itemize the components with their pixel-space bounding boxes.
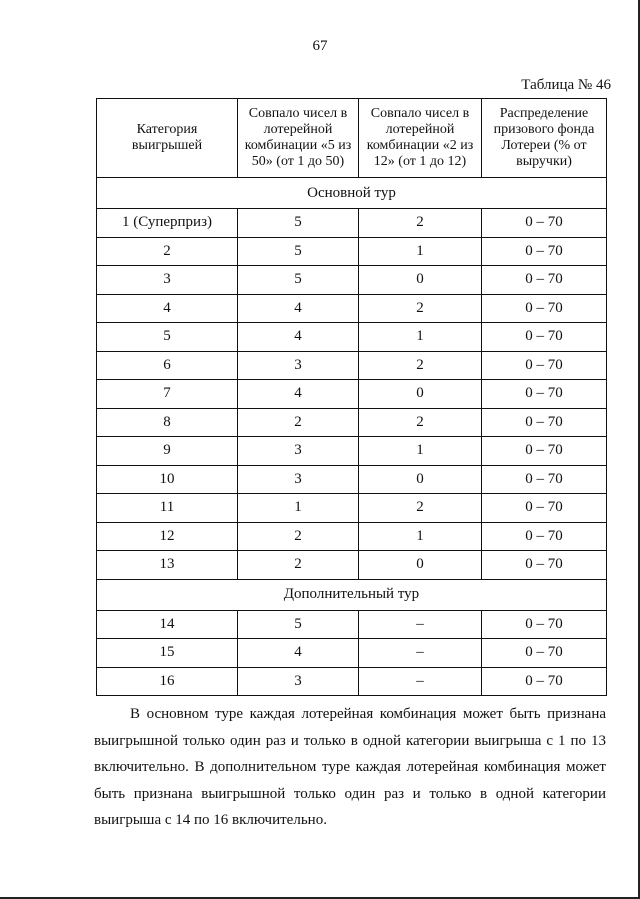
header-row [97,99,607,178]
cell-match-5of50: 1 [238,494,359,523]
cell-match-2of12: 2 [359,209,482,238]
table-row [97,380,607,409]
page-number: 67 [312,38,328,54]
cell-match-5of50: 4 [238,323,359,352]
cell-match-2of12: 2 [359,294,482,323]
cell-prize-percent: 0 – 70 [482,380,607,409]
cell-prize-percent: 0 – 70 [482,351,607,380]
cell-category: 13 [97,551,238,580]
header-prize-distribution: Распределение призового фонда Лотереи (% от выручки) [482,99,607,178]
cell-category: 3 [97,266,238,295]
cell-match-2of12: 1 [359,437,482,466]
cell-match-5of50: 3 [238,667,359,696]
cell-prize-percent: 0 – 70 [482,237,607,266]
cell-prize-percent: 0 – 70 [482,610,607,639]
cell-match-5of50: 3 [238,465,359,494]
table-row [97,494,607,523]
cell-prize-percent: 0 – 70 [482,551,607,580]
cell-match-5of50: 3 [238,351,359,380]
table-row [97,667,607,696]
table-row [97,522,607,551]
table-row [97,437,607,466]
cell-category: 2 [97,237,238,266]
cell-match-2of12: 1 [359,237,482,266]
cell-match-5of50: 2 [238,551,359,580]
cell-match-2of12: 0 [359,551,482,580]
table-row [97,323,607,352]
cell-match-2of12: 1 [359,522,482,551]
prize-table [96,98,607,696]
cell-match-2of12: 0 [359,465,482,494]
section-row [97,579,607,610]
table-row [97,639,607,668]
header-match-5of50: Совпало чисел в лотерейной комбинации «5 из 50» (от 1 до 50) [238,99,359,178]
cell-match-5of50: 2 [238,408,359,437]
cell-prize-percent: 0 – 70 [482,294,607,323]
table-row [97,237,607,266]
cell-match-2of12: 1 [359,323,482,352]
cell-match-5of50: 2 [238,522,359,551]
cell-match-2of12: – [359,667,482,696]
cell-prize-percent: 0 – 70 [482,437,607,466]
cell-prize-percent: 0 – 70 [482,522,607,551]
cell-match-2of12: – [359,639,482,668]
cell-prize-percent: 0 – 70 [482,639,607,668]
section-title: Основной тур [97,178,607,209]
cell-category: 11 [97,494,238,523]
cell-category: 8 [97,408,238,437]
cell-match-5of50: 4 [238,380,359,409]
cell-category: 1 (Суперприз) [97,209,238,238]
header-match-2of12: Совпало чисел в лотерейной комбинации «2 из 12» (от 1 до 12) [359,99,482,178]
cell-category: 6 [97,351,238,380]
cell-match-2of12: 2 [359,494,482,523]
cell-match-2of12: 2 [359,351,482,380]
table-row [97,209,607,238]
cell-category: 5 [97,323,238,352]
table-row [97,351,607,380]
table-row [97,610,607,639]
cell-prize-percent: 0 – 70 [482,209,607,238]
rules-paragraph: В основном туре каждая лотерейная комбинация может быть признана выигрышной только один раз и только в одной категории выигрыша с 1 по 13 включительно. В дополнительном туре каждая лотерейная комбинация может быть признана выигрышной только один раз и только в одной категории выигрыша с 14 по 16 включительно. [94,706,606,828]
cell-category: 4 [97,294,238,323]
cell-match-5of50: 5 [238,209,359,238]
cell-match-5of50: 5 [238,237,359,266]
table-row [97,266,607,295]
cell-prize-percent: 0 – 70 [482,465,607,494]
header-category: Категория выигрышей [97,99,238,178]
table-row [97,408,607,437]
cell-match-5of50: 5 [238,610,359,639]
cell-match-5of50: 3 [238,437,359,466]
cell-match-5of50: 5 [238,266,359,295]
section-title: Дополнительный тур [97,579,607,610]
table-row [97,465,607,494]
cell-match-2of12: 2 [359,408,482,437]
table-row [97,294,607,323]
cell-category: 16 [97,667,238,696]
cell-match-5of50: 4 [238,294,359,323]
cell-prize-percent: 0 – 70 [482,408,607,437]
cell-prize-percent: 0 – 70 [482,494,607,523]
section-row [97,178,607,209]
cell-category: 15 [97,639,238,668]
cell-prize-percent: 0 – 70 [482,323,607,352]
cell-category: 7 [97,380,238,409]
cell-match-2of12: – [359,610,482,639]
cell-match-2of12: 0 [359,380,482,409]
cell-match-2of12: 0 [359,266,482,295]
table-row [97,551,607,580]
table-label: Таблица № 46 [521,77,611,93]
cell-category: 12 [97,522,238,551]
cell-category: 14 [97,610,238,639]
cell-category: 10 [97,465,238,494]
cell-prize-percent: 0 – 70 [482,667,607,696]
cell-category: 9 [97,437,238,466]
cell-prize-percent: 0 – 70 [482,266,607,295]
cell-match-5of50: 4 [238,639,359,668]
